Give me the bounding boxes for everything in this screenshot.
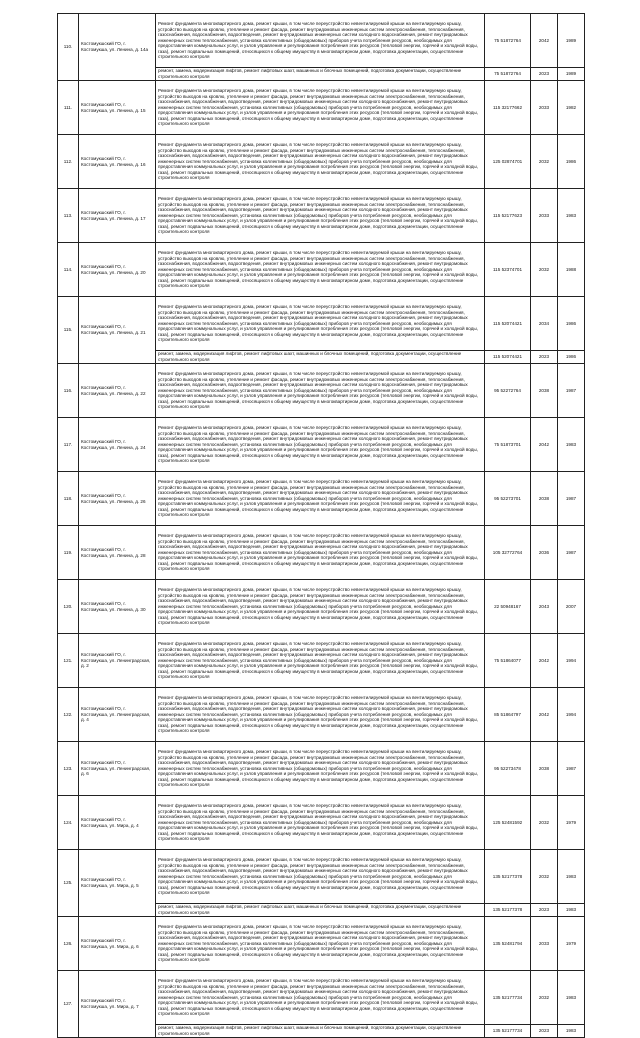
planned-year: 2033 [531,917,558,971]
planned-year: 2023 [531,351,558,364]
estimated-cost: 125 02874701 [485,135,531,189]
row-number: 110. [58,14,79,81]
construction-year: 1979 [558,796,585,850]
estimated-cost: 95 52273478 [485,742,531,796]
house-address: Костомукшский ГО, г. Костомукша, ул. Мира, д. 5 [79,850,156,917]
house-address: Костомукшский ГО, г. Костомукша, ул. Мира, д. 7 [79,971,156,1038]
planned-year: 2042 [531,634,558,688]
table-row [58,418,585,472]
repair-works-description: Ремонт фундамента многоквартирного дома, ремонт крыши, в том числе переустройство невентилируемой крыши на вентилируемую крышу, устройство выходов на кровлю, утепление и ремонт фасада, ремонт внутридомовых инженерных систем электроснабжения, теплоснабжения, газоснабжения, водоснабжения, водоотведения, ремонт внутридомовых инженерных систем холодного водоснабжения, ремонт внутридомовых инженерных систем теплоснабжения, установка коллективных (общедомовых) приборов учета потребления ресурсов, необходимых для предоставления коммунальных услуг, и узлов управления и регулирования потребления этих ресурсов (тепловой энергии, горячей и холодной воды, газа), ремонт подвальных помещений, относящихся к общему имуществу в многоквартирном доме, подготовка документации, осуществление строительного контроля [156,81,485,135]
table-row [58,742,585,796]
house-address: Костомукшский ГО, г. Костомукша, ул. Ленина, д. 20 [79,243,156,297]
construction-year: 2007 [558,580,585,634]
planned-year: 2032 [531,850,558,904]
table-row [58,526,585,580]
estimated-cost: 135 52177378 [485,850,531,904]
repair-works-description: Ремонт фундамента многоквартирного дома, ремонт крыши, в том числе переустройство невентилируемой крыши на вентилируемую крышу, устройство выходов на кровлю, утепление и ремонт фасада, ремонт внутридомовых инженерных систем электроснабжения, теплоснабжения, газоснабжения, водоснабжения, водоотведения, ремонт внутридомовых инженерных систем холодного водоснабжения, ремонт внутридомовых инженерных систем теплоснабжения, установка коллективных (общедомовых) приборов учета потребления ресурсов, необходимых для предоставления коммунальных услуг, и узлов управления и регулирования потребления этих ресурсов (тепловой энергии, горячей и холодной воды, газа), ремонт подвальных помещений, относящихся к общему имуществу в многоквартирном доме, подготовка документации, осуществление строительного контроля [156,418,485,472]
table-row [58,189,585,243]
construction-year: 1988 [558,243,585,297]
planned-year: 2032 [531,796,558,850]
estimated-cost: 115 32177662 [485,81,531,135]
row-number: 123. [58,742,79,796]
planned-year: 2042 [531,14,558,68]
lift-works-description: ремонт, замена, модернизация лифтов, ремонт лифтовых шахт, машинных и блочных помещений, подготовка документации, осуществление строительного контроля [156,68,485,81]
row-number: 118. [58,472,79,526]
estimated-cost: 85 51864797 [485,688,531,742]
repair-works-description: Ремонт фундамента многоквартирного дома, ремонт крыши, в том числе переустройство невентилируемой крыши на вентилируемую крышу, устройство выходов на кровлю, утепление и ремонт фасада, ремонт внутридомовых инженерных систем электроснабжения, теплоснабжения, газоснабжения, водоснабжения, водоотведения, ремонт внутридомовых инженерных систем холодного водоснабжения, ремонт внутридомовых инженерных систем теплоснабжения, установка коллективных (общедомовых) приборов учета потребления ресурсов, необходимых для предоставления коммунальных услуг, и узлов управления и регулирования потребления этих ресурсов (тепловой энергии, горячей и холодной воды, газа), ремонт подвальных помещений, относящихся к общему имуществу в многоквартирном доме, подготовка документации, осуществление строительного контроля [156,297,485,351]
row-number: 122. [58,688,79,742]
planned-year: 2032 [531,243,558,297]
row-number: 117. [58,418,79,472]
lift-works-description: ремонт, замена, модернизация лифтов, ремонт лифтовых шахт, машинных и блочных помещений, подготовка документации, осуществление строительного контроля [156,351,485,364]
table-row [58,364,585,418]
construction-year: 1989 [558,68,585,81]
estimated-cost: 75 51872764 [485,14,531,68]
repair-works-description: Ремонт фундамента многоквартирного дома, ремонт крыши, в том числе переустройство невентилируемой крыши на вентилируемую крышу, устройство выходов на кровлю, утепление и ремонт фасада, ремонт внутридомовых инженерных систем электроснабжения, теплоснабжения, газоснабжения, водоснабжения, водоотведения, ремонт внутридомовых инженерных систем холодного водоснабжения, ремонт внутридомовых инженерных систем теплоснабжения, установка коллективных (общедомовых) приборов учета потребления ресурсов, необходимых для предоставления коммунальных услуг, и узлов управления и регулирования потребления этих ресурсов (тепловой энергии, горячей и холодной воды, газа), ремонт подвальных помещений, относящихся к общему имуществу в многоквартирном доме, подготовка документации, осуществление строительного контроля [156,364,485,418]
construction-year: 1982 [558,81,585,135]
house-address: Костомукшский ГО, г. Костомукша, ул. Ленина, д. 22 [79,364,156,418]
estimated-cost: 125 52481592 [485,796,531,850]
construction-year: 1983 [558,850,585,904]
table-row [58,580,585,634]
planned-year: 2036 [531,526,558,580]
row-number: 113. [58,189,79,243]
construction-year: 1987 [558,742,585,796]
table-row [58,850,585,904]
house-address: Костомукшский ГО, г. Костомукша, ул. Ленина, д. 21 [79,297,156,364]
estimated-cost: 135 52177734 [485,971,531,1025]
construction-year: 1994 [558,634,585,688]
row-number: 114. [58,243,79,297]
planned-year: 2042 [531,418,558,472]
house-address: Костомукшский ГО, г. Костомукша, ул. Ленина, д. 17 [79,189,156,243]
table-row [58,135,585,189]
capital-repair-register-table [57,13,585,1038]
house-address: Костомукшский ГО, г. Костомукша, ул. Мира, д. 4 [79,796,156,850]
table-row [58,14,585,68]
house-address: Костомукшский ГО, г. Костомукша, ул. Ленина, д. 16 [79,135,156,189]
construction-year: 1983 [558,189,585,243]
construction-year: 1987 [558,526,585,580]
row-number: 127. [58,971,79,1038]
estimated-cost: 75 51873701 [485,418,531,472]
planned-year: 2033 [531,81,558,135]
row-number: 116. [58,364,79,418]
house-address: Костомукшский ГО, г. Костомукша, ул. Ленинградская, д. 6 [79,742,156,796]
house-address: Костомукшский ГО, г. Костомукша, ул. Ленина, д. 14а [79,14,156,81]
repair-works-description: Ремонт фундамента многоквартирного дома, ремонт крыши, в том числе переустройство невентилируемой крыши на вентилируемую крышу, устройство выходов на кровлю, утепление и ремонт фасада, ремонт внутридомовых инженерных систем электроснабжения, теплоснабжения, газоснабжения, водоснабжения, водоотведения, ремонт внутридомовых инженерных систем холодного водоснабжения, ремонт внутридомовых инженерных систем теплоснабжения, установка коллективных (общедомовых) приборов учета потребления ресурсов, необходимых для предоставления коммунальных услуг, и узлов управления и регулирования потребления этих ресурсов (тепловой энергии, горячей и холодной воды, газа), ремонт подвальных помещений, относящихся к общему имуществу в многоквартирном доме, подготовка документации, осуществление строительного контроля [156,243,485,297]
repair-works-description: Ремонт фундамента многоквартирного дома, ремонт крыши, в том числе переустройство невентилируемой крыши на вентилируемую крышу, устройство выходов на кровлю, утепление и ремонт фасада, ремонт внутридомовых инженерных систем электроснабжения, теплоснабжения, газоснабжения, водоснабжения, водоотведения, ремонт внутридомовых инженерных систем холодного водоснабжения, ремонт внутридомовых инженерных систем теплоснабжения, установка коллективных (общедомовых) приборов учета потребления ресурсов, необходимых для предоставления коммунальных услуг, и узлов управления и регулирования потребления этих ресурсов (тепловой энергии, горячей и холодной воды, газа), ремонт подвальных помещений, относящихся к общему имуществу в многоквартирном доме, подготовка документации, осуществление строительного контроля [156,135,485,189]
estimated-cost: 135 52177734 [485,1025,531,1038]
estimated-cost: 115 52074421 [485,351,531,364]
row-number: 111. [58,81,79,135]
estimated-cost: 75 51864077 [485,634,531,688]
table-row [58,971,585,1025]
estimated-cost: 115 52177623 [485,189,531,243]
planned-year: 2032 [531,135,558,189]
construction-year: 1983 [558,904,585,917]
table-row [58,688,585,742]
planned-year: 2023 [531,904,558,917]
row-number: 124. [58,796,79,850]
row-number: 120. [58,580,79,634]
repair-works-description: Ремонт фундамента многоквартирного дома, ремонт крыши, в том числе переустройство невентилируемой крыши на вентилируемую крышу, устройство выходов на кровлю, утепление и ремонт фасада, ремонт внутридомовых инженерных систем электроснабжения, теплоснабжения, газоснабжения, водоснабжения, водоотведения, ремонт внутридомовых инженерных систем холодного водоснабжения, ремонт внутридомовых инженерных систем теплоснабжения, установка коллективных (общедомовых) приборов учета потребления ресурсов, необходимых для предоставления коммунальных услуг, и узлов управления и регулирования потребления этих ресурсов (тепловой энергии, горячей и холодной воды, газа), ремонт подвальных помещений, относящихся к общему имуществу в многоквартирном доме, подготовка документации, осуществление строительного контроля [156,189,485,243]
estimated-cost: 95 52272764 [485,364,531,418]
house-address: Костомукшский ГО, г. Костомукша, ул. Мира, д. 6 [79,917,156,971]
construction-year: 1987 [558,364,585,418]
planned-year: 2033 [531,189,558,243]
repair-works-description: Ремонт фундамента многоквартирного дома, ремонт крыши, в том числе переустройство невентилируемой крыши на вентилируемую крышу, устройство выходов на кровлю, утепление и ремонт фасада, ремонт внутридомовых инженерных систем электроснабжения, теплоснабжения, газоснабжения, водоснабжения, водоотведения, ремонт внутридомовых инженерных систем холодного водоснабжения, ремонт внутридомовых инженерных систем теплоснабжения, установка коллективных (общедомовых) приборов учета потребления ресурсов, необходимых для предоставления коммунальных услуг, и узлов управления и регулирования потребления этих ресурсов (тепловой энергии, горячей и холодной воды, газа), ремонт подвальных помещений, относящихся к общему имуществу в многоквартирном доме, подготовка документации, осуществление строительного контроля [156,634,485,688]
repair-works-description: Ремонт фундамента многоквартирного дома, ремонт крыши, в том числе переустройство невентилируемой крыши на вентилируемую крышу, устройство выходов на кровлю, утепление и ремонт фасада, ремонт внутридомовых инженерных систем электроснабжения, теплоснабжения, газоснабжения, водоснабжения, водоотведения, ремонт внутридомовых инженерных систем холодного водоснабжения, ремонт внутридомовых инженерных систем теплоснабжения, установка коллективных (общедомовых) приборов учета потребления ресурсов, необходимых для предоставления коммунальных услуг, и узлов управления и регулирования потребления этих ресурсов (тепловой энергии, горячей и холодной воды, газа), ремонт подвальных помещений, относящихся к общему имуществу в многоквартирном доме, подготовка документации, осуществление строительного контроля [156,472,485,526]
repair-works-description: Ремонт фундамента многоквартирного дома, ремонт крыши, в том числе переустройство невентилируемой крыши на вентилируемую крышу, устройство выходов на кровлю, утепление и ремонт фасада, ремонт внутридомовых инженерных систем электроснабжения, теплоснабжения, газоснабжения, водоснабжения, водоотведения, ремонт внутридомовых инженерных систем холодного водоснабжения, ремонт внутридомовых инженерных систем теплоснабжения, установка коллективных (общедомовых) приборов учета потребления ресурсов, необходимых для предоставления коммунальных услуг, и узлов управления и регулирования потребления этих ресурсов (тепловой энергии, горячей и холодной воды, газа), ремонт подвальных помещений, относящихся к общему имуществу в многоквартирном доме, подготовка документации, осуществление строительного контроля [156,742,485,796]
house-address: Костомукшский ГО, г. Костомукша, ул. Ленина, д. 15 [79,81,156,135]
construction-year: 1979 [558,917,585,971]
house-address: Костомукшский ГО, г. Костомукша, ул. Ленинградская, д. 2 [79,634,156,688]
table-row [58,297,585,351]
estimated-cost: 135 52177378 [485,904,531,917]
repair-works-description: Ремонт фундамента многоквартирного дома, ремонт крыши, в том числе переустройство невентилируемой крыши на вентилируемую крышу, устройство выходов на кровлю, утепление и ремонт фасада, ремонт внутридомовых инженерных систем электроснабжения, теплоснабжения, газоснабжения, водоснабжения, водоотведения, ремонт внутридомовых инженерных систем холодного водоснабжения, ремонт внутридомовых инженерных систем теплоснабжения, установка коллективных (общедомовых) приборов учета потребления ресурсов, необходимых для предоставления коммунальных услуг, и узлов управления и регулирования потребления этих ресурсов (тепловой энергии, горячей и холодной воды, газа), ремонт подвальных помещений, относящихся к общему имуществу в многоквартирном доме, подготовка документации, осуществление строительного контроля [156,850,485,904]
construction-year: 1983 [558,1025,585,1038]
planned-year: 2038 [531,742,558,796]
table-row [58,917,585,971]
row-number: 115. [58,297,79,364]
construction-year: 1994 [558,688,585,742]
construction-year: 1983 [558,418,585,472]
row-number: 121. [58,634,79,688]
table-row [58,243,585,297]
planned-year: 2038 [531,364,558,418]
estimated-cost: 115 52074421 [485,297,531,351]
repair-works-description: Ремонт фундамента многоквартирного дома, ремонт крыши, в том числе переустройство невентилируемой крыши на вентилируемую крышу, устройство выходов на кровлю, утепление и ремонт фасада, ремонт внутридомовых инженерных систем электроснабжения, теплоснабжения, газоснабжения, водоснабжения, водоотведения, ремонт внутридомовых инженерных систем холодного водоснабжения, ремонт внутридомовых инженерных систем теплоснабжения, установка коллективных (общедомовых) приборов учета потребления ресурсов, необходимых для предоставления коммунальных услуг, и узлов управления и регулирования потребления этих ресурсов (тепловой энергии, горячей и холодной воды, газа), ремонт подвальных помещений, относящихся к общему имуществу в многоквартирном доме, подготовка документации, осуществление строительного контроля [156,688,485,742]
lift-works-description: ремонт, замена, модернизация лифтов, ремонт лифтовых шахт, машинных и блочных помещений, подготовка документации, осуществление строительного контроля [156,1025,485,1038]
row-number: 126. [58,917,79,971]
estimated-cost: 115 52374701 [485,243,531,297]
lift-works-description: ремонт, замена, модернизация лифтов, ремонт лифтовых шахт, машинных и блочных помещений, подготовка документации, осуществление строительного контроля [156,904,485,917]
house-address: Костомукшский ГО, г. Костомукша, ул. Ленина, д. 26 [79,472,156,526]
house-address: Костомукшский ГО, г. Костомукша, ул. Ленина, д. 30 [79,580,156,634]
planned-year: 2043 [531,580,558,634]
construction-year: 1986 [558,351,585,364]
estimated-cost: 105 32772764 [485,526,531,580]
repair-works-description: Ремонт фундамента многоквартирного дома, ремонт крыши, в том числе переустройство невентилируемой крыши на вентилируемую крышу, устройство выходов на кровлю, утепление и ремонт фасада, ремонт внутридомовых инженерных систем электроснабжения, теплоснабжения, газоснабжения, водоснабжения, водоотведения, ремонт внутридомовых инженерных систем холодного водоснабжения, ремонт внутридомовых инженерных систем теплоснабжения, установка коллективных (общедомовых) приборов учета потребления ресурсов, необходимых для предоставления коммунальных услуг, и узлов управления и регулирования потребления этих ресурсов (тепловой энергии, горячей и холодной воды, газа), ремонт подвальных помещений, относящихся к общему имуществу в многоквартирном доме, подготовка документации, осуществление строительного контроля [156,580,485,634]
table-row [58,634,585,688]
estimated-cost: 135 52481794 [485,917,531,971]
construction-year: 1983 [558,971,585,1025]
construction-year: 1986 [558,297,585,351]
row-number: 125. [58,850,79,917]
planned-year: 2023 [531,68,558,81]
house-address: Костомукшский ГО, г. Костомукша, ул. Ленина, д. 24 [79,418,156,472]
table-row [58,81,585,135]
planned-year: 2038 [531,472,558,526]
row-number: 119. [58,526,79,580]
table-row [58,472,585,526]
planned-year: 2034 [531,297,558,351]
repair-works-description: Ремонт фундамента многоквартирного дома, ремонт крыши, в том числе переустройство невентилируемой крыши на вентилируемую крышу, устройство выходов на кровлю, утепление и ремонт фасада, ремонт внутридомовых инженерных систем электроснабжения, теплоснабжения, газоснабжения, водоснабжения, водоотведения, ремонт внутридомовых инженерных систем холодного водоснабжения, ремонт внутридомовых инженерных систем теплоснабжения, установка коллективных (общедомовых) приборов учета потребления ресурсов, необходимых для предоставления коммунальных услуг, и узлов управления и регулирования потребления этих ресурсов (тепловой энергии, горячей и холодной воды, газа), ремонт подвальных помещений, относящихся к общему имуществу в многоквартирном доме, подготовка документации, осуществление строительного контроля [156,796,485,850]
planned-year: 2042 [531,688,558,742]
repair-works-description: Ремонт фундамента многоквартирного дома, ремонт крыши, в том числе переустройство невентилируемой крыши на вентилируемую крышу, устройство выходов на кровлю, утепление и ремонт фасада, ремонт внутридомовых инженерных систем электроснабжения, теплоснабжения, газоснабжения, водоснабжения, водоотведения, ремонт внутридомовых инженерных систем холодного водоснабжения, ремонт внутридомовых инженерных систем теплоснабжения, установка коллективных (общедомовых) приборов учета потребления ресурсов, необходимых для предоставления коммунальных услуг, и узлов управления и регулирования потребления этих ресурсов (тепловой энергии, горячей и холодной воды, газа), ремонт подвальных помещений, относящихся к общему имуществу в многоквартирном доме, подготовка документации, осуществление строительного контроля [156,971,485,1025]
repair-works-description: Ремонт фундамента многоквартирного дома, ремонт крыши, в том числе переустройство невентилируемой крыши на вентилируемую крышу, устройство выходов на кровлю, утепление и ремонт фасада, ремонт внутридомовых инженерных систем электроснабжения, теплоснабжения, газоснабжения, водоснабжения, водоотведения, ремонт внутридомовых инженерных систем холодного водоснабжения, ремонт внутридомовых инженерных систем теплоснабжения, установка коллективных (общедомовых) приборов учета потребления ресурсов, необходимых для предоставления коммунальных услуг, и узлов управления и регулирования потребления этих ресурсов (тепловой энергии, горячей и холодной воды, газа), ремонт подвальных помещений, относящихся к общему имуществу в многоквартирном доме, подготовка документации, осуществление строительного контроля [156,14,485,68]
construction-year: 1989 [558,14,585,68]
estimated-cost: 22 50948167 [485,580,531,634]
house-address: Костомукшский ГО, г. Костомукша, ул. Ленинградская, д. 4 [79,688,156,742]
planned-year: 2023 [531,1025,558,1038]
table-row [58,796,585,850]
estimated-cost: 95 52273701 [485,472,531,526]
house-address: Костомукшский ГО, г. Костомукша, ул. Ленина, д. 28 [79,526,156,580]
construction-year: 1987 [558,472,585,526]
repair-works-description: Ремонт фундамента многоквартирного дома, ремонт крыши, в том числе переустройство невентилируемой крыши на вентилируемую крышу, устройство выходов на кровлю, утепление и ремонт фасада, ремонт внутридомовых инженерных систем электроснабжения, теплоснабжения, газоснабжения, водоснабжения, водоотведения, ремонт внутридомовых инженерных систем холодного водоснабжения, ремонт внутридомовых инженерных систем теплоснабжения, установка коллективных (общедомовых) приборов учета потребления ресурсов, необходимых для предоставления коммунальных услуг, и узлов управления и регулирования потребления этих ресурсов (тепловой энергии, горячей и холодной воды, газа), ремонт подвальных помещений, относящихся к общему имуществу в многоквартирном доме, подготовка документации, осуществление строительного контроля [156,917,485,971]
construction-year: 1986 [558,135,585,189]
row-number: 112. [58,135,79,189]
planned-year: 2032 [531,971,558,1025]
repair-works-description: Ремонт фундамента многоквартирного дома, ремонт крыши, в том числе переустройство невентилируемой крыши на вентилируемую крышу, устройство выходов на кровлю, утепление и ремонт фасада, ремонт внутридомовых инженерных систем электроснабжения, теплоснабжения, газоснабжения, водоснабжения, водоотведения, ремонт внутридомовых инженерных систем холодного водоснабжения, ремонт внутридомовых инженерных систем теплоснабжения, установка коллективных (общедомовых) приборов учета потребления ресурсов, необходимых для предоставления коммунальных услуг, и узлов управления и регулирования потребления этих ресурсов (тепловой энергии, горячей и холодной воды, газа), ремонт подвальных помещений, относящихся к общему имуществу в многоквартирном доме, подготовка документации, осуществление строительного контроля [156,526,485,580]
estimated-cost: 75 51872764 [485,68,531,81]
